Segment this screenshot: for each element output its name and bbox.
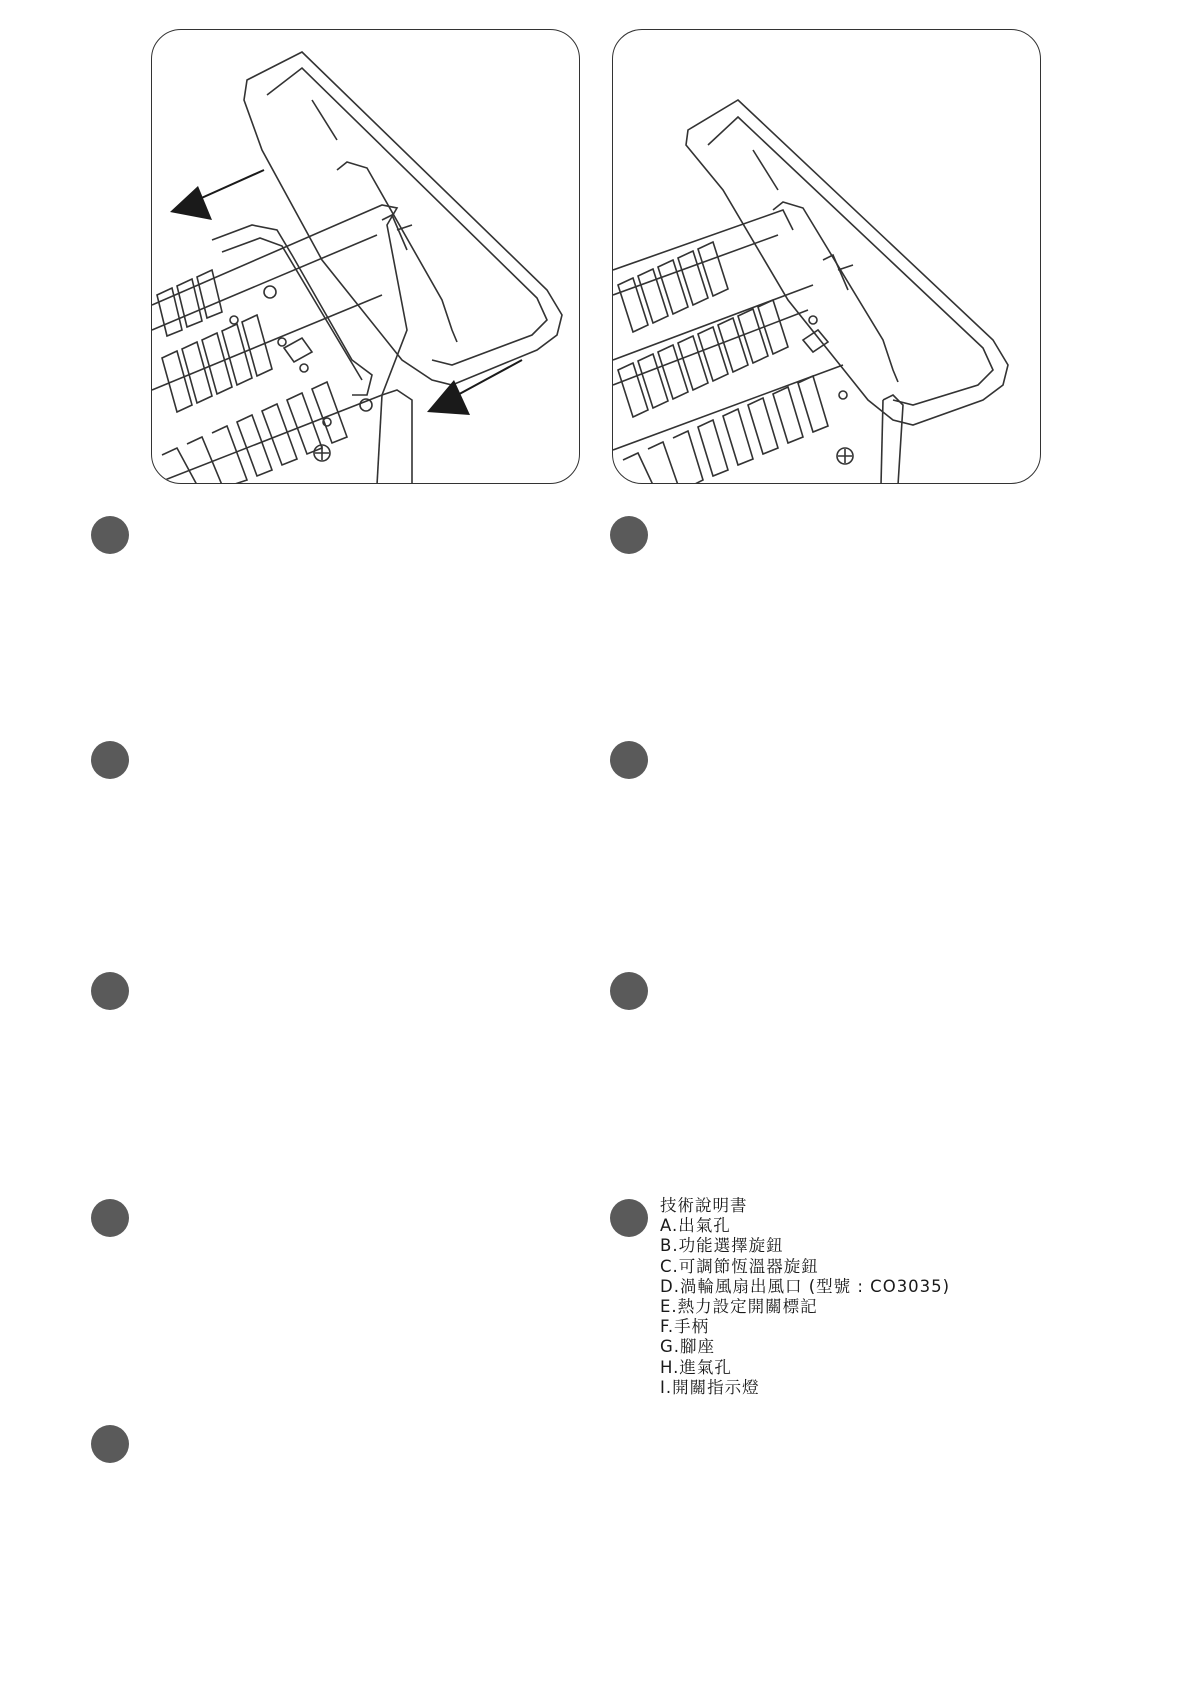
technical-specification — [660, 1196, 950, 1398]
spec-item-f: F.手柄 — [660, 1317, 710, 1337]
spec-title: 技術說明書 — [660, 1196, 748, 1215]
section-bullet-5 — [91, 972, 129, 1010]
spec-item-b: B.功能選擇旋鈕 — [660, 1236, 784, 1256]
heater-top-removal-drawing — [152, 30, 580, 484]
section-bullet-9 — [91, 1425, 129, 1463]
spec-item-e: E.熱力設定開關標記 — [660, 1297, 818, 1317]
section-bullet-4 — [610, 741, 648, 779]
section-bullet-2 — [610, 516, 648, 554]
section-bullet-8 — [610, 1199, 648, 1237]
illustration-handle-removal — [151, 29, 580, 484]
section-bullet-3 — [91, 741, 129, 779]
spec-item-c: C.可調節恆溫器旋鈕 — [660, 1256, 819, 1276]
spec-item-a: A.出氣孔 — [660, 1216, 731, 1236]
section-bullet-6 — [610, 972, 648, 1010]
section-bullet-1 — [91, 516, 129, 554]
heater-top-attached-drawing — [613, 30, 1041, 484]
spec-item-d: D.渦輪風扇出風口 (型號 : CO3035) — [660, 1276, 951, 1296]
spec-item-i: I.開關指示燈 — [660, 1377, 760, 1397]
section-bullet-7 — [91, 1199, 129, 1237]
spec-item-g: G.腳座 — [660, 1337, 716, 1357]
spec-item-h: H.進氣孔 — [660, 1357, 732, 1377]
illustration-handle-attached — [612, 29, 1041, 484]
